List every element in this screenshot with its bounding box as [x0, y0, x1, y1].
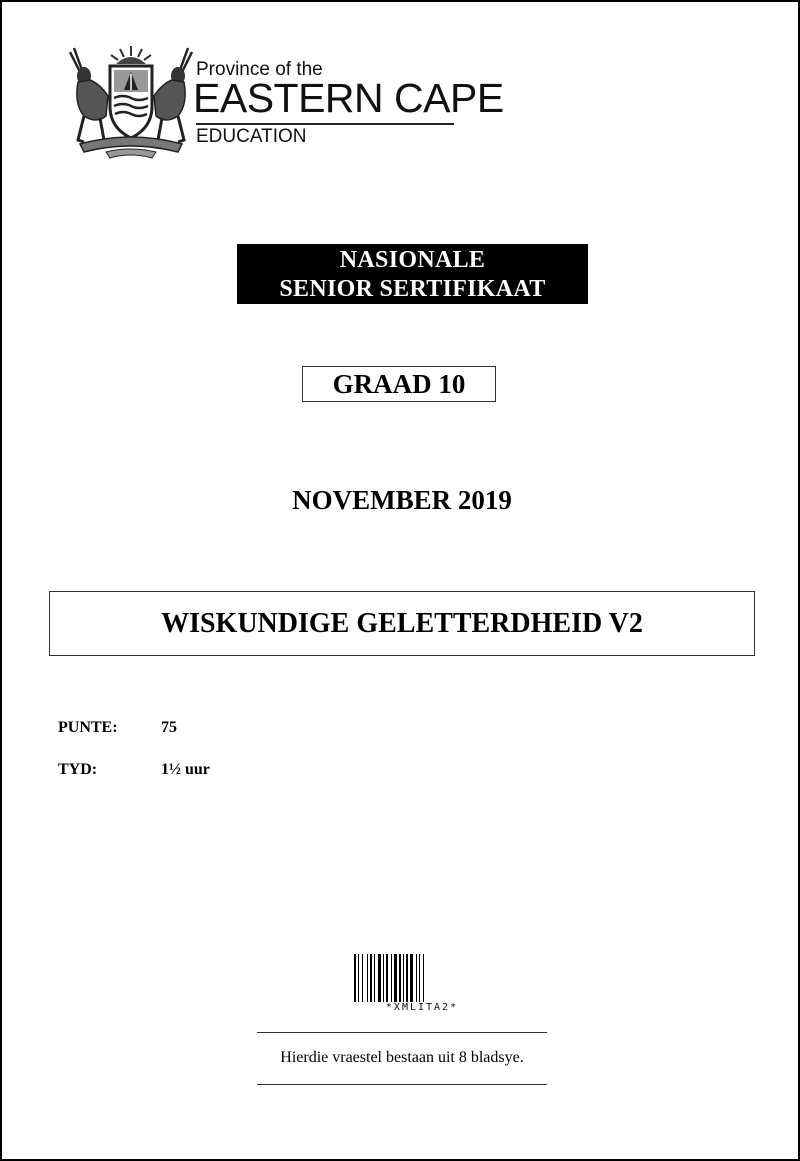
footer-divider-bottom	[257, 1084, 547, 1085]
footer-divider-top	[257, 1032, 547, 1033]
eastern-cape-education-logo	[66, 44, 504, 162]
logo-department: EDUCATION	[196, 126, 307, 147]
exam-date: NOVEMBER 2019	[292, 485, 512, 515]
marks-value: 75	[161, 719, 177, 736]
barcode-code: *XMLITA2*	[385, 1002, 459, 1013]
marks-label: PUNTE:	[58, 719, 118, 736]
certificate-line-1: NASIONALE	[339, 247, 486, 273]
time-value: 1½ uur	[161, 761, 210, 778]
page-count-note: Hierdie vraestel bestaan uit 8 bladsye.	[280, 1049, 524, 1066]
barcode	[352, 954, 492, 1016]
grade-label: GRAAD 10	[302, 366, 496, 402]
barcode-bars	[352, 954, 492, 1002]
time-label: TYD:	[58, 761, 98, 778]
logo-province-line: Province of the	[196, 59, 323, 80]
logo-province-name: EASTERN CAPE	[193, 75, 504, 121]
certificate-banner	[237, 244, 588, 304]
subject-title: WISKUNDIGE GELETTERDHEID V2	[49, 591, 755, 656]
logo-wordmark	[193, 44, 504, 162]
certificate-line-2: SENIOR SERTIFIKAAT	[279, 276, 546, 302]
coat-of-arms-icon	[66, 44, 196, 160]
logo-divider	[196, 123, 454, 125]
